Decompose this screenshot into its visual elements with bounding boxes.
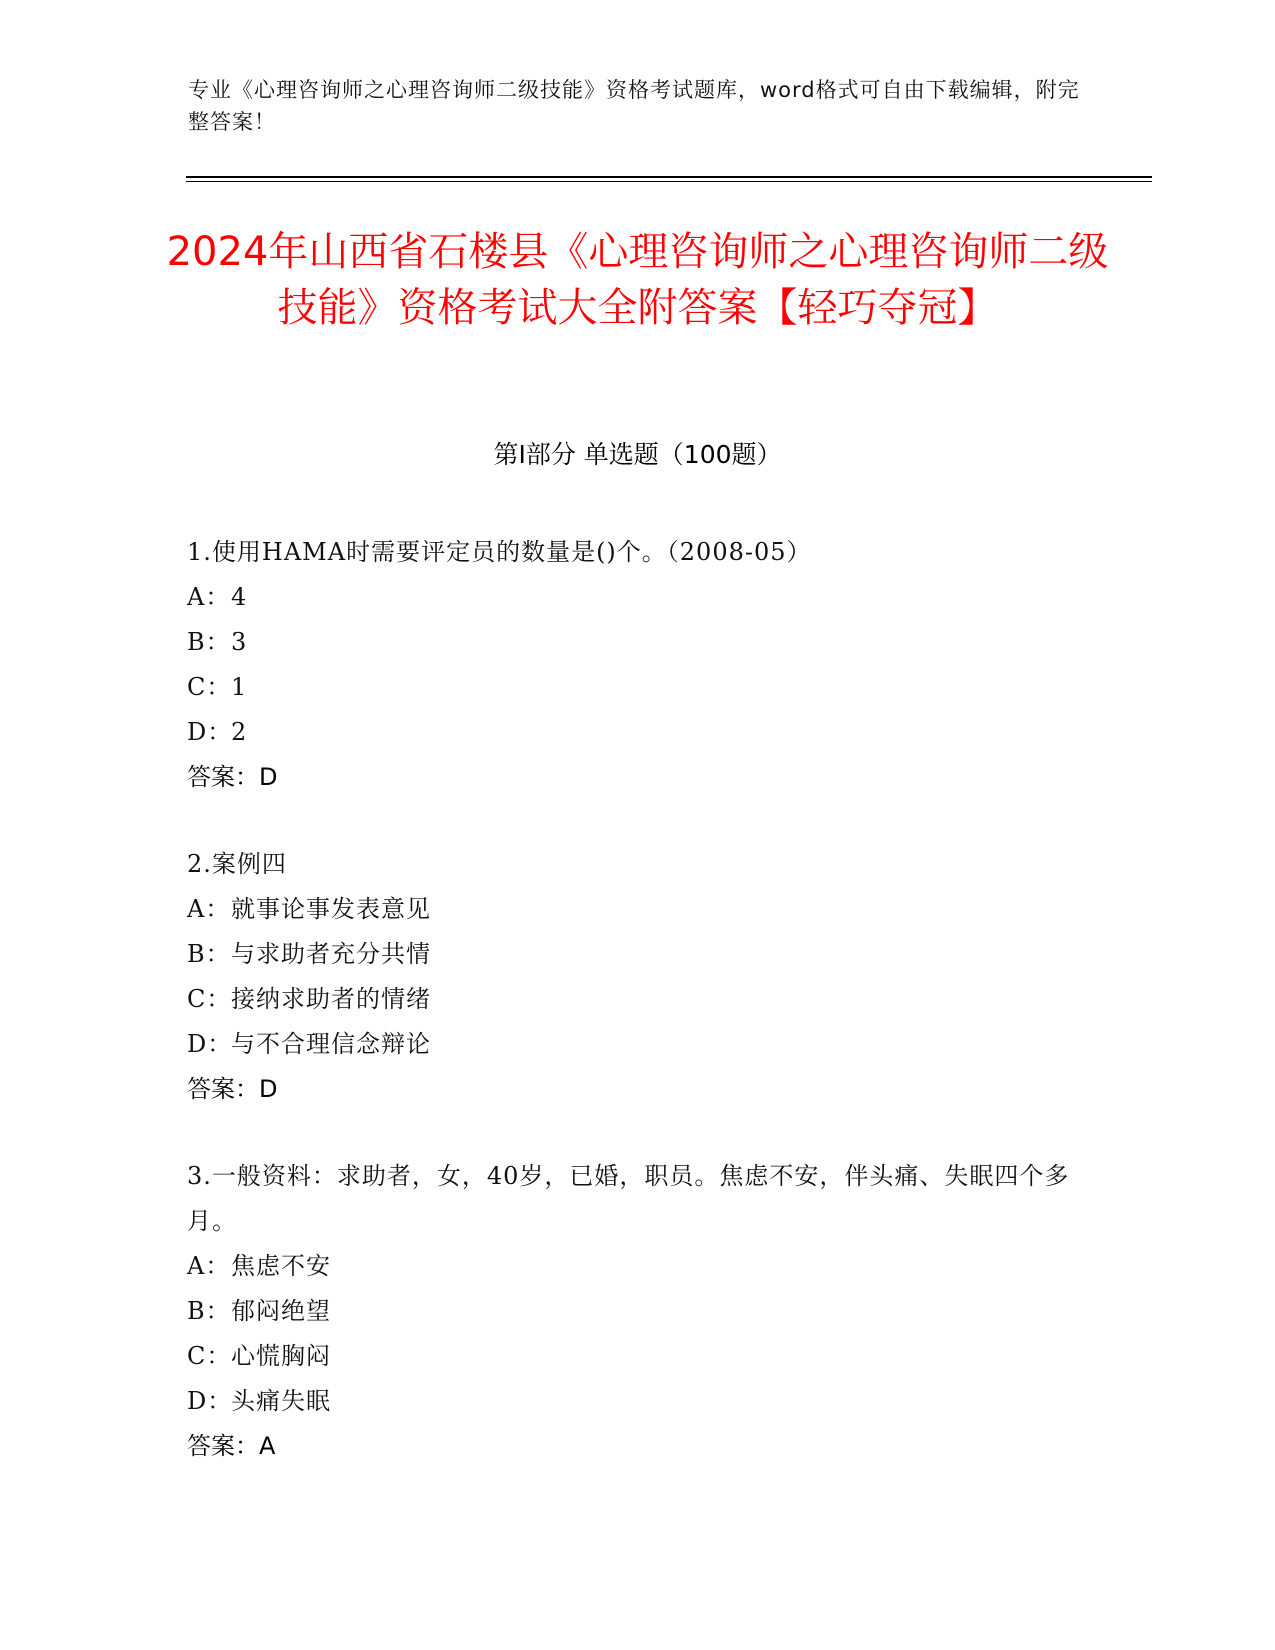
- question-2: [187, 842, 1087, 1112]
- option-d: [187, 1022, 1087, 1067]
- option-text: 2: [231, 718, 248, 746]
- question-3: [187, 1154, 1087, 1469]
- option-key: C：: [187, 985, 232, 1013]
- option-d: [187, 1379, 1087, 1424]
- option-text: 与不合理信念辩论: [231, 1030, 431, 1058]
- question-list: [187, 530, 1087, 1511]
- option-c: [187, 665, 1087, 710]
- option-key: A：: [187, 583, 231, 611]
- option-b: [187, 620, 1087, 665]
- option-key: A：: [187, 1252, 231, 1280]
- option-text: 就事论事发表意见: [231, 895, 431, 923]
- question-1: [187, 530, 1087, 800]
- option-d: [187, 710, 1087, 755]
- option-text: 头痛失眠: [231, 1387, 331, 1415]
- document-title: 2024年山西省石楼县《心理咨询师之心理咨询师二级技能》资格考试大全附答案【轻巧夺冠】: [166, 229, 1109, 331]
- answer: 答案：D: [187, 1075, 278, 1103]
- option-key: B：: [187, 1297, 231, 1325]
- header-divider-thick: [186, 176, 1152, 178]
- option-text: 焦虑不安: [231, 1252, 331, 1280]
- option-key: D：: [187, 1030, 233, 1058]
- option-a: [187, 575, 1087, 620]
- option-a: [187, 887, 1087, 932]
- question-stem: 1.使用HAMA时需要评定员的数量是()个。（2008-05）: [187, 538, 812, 566]
- option-b: [187, 1289, 1087, 1334]
- question-stem: 2.案例四: [187, 850, 287, 878]
- option-key: B：: [187, 628, 231, 656]
- answer: 答案：A: [187, 1432, 276, 1460]
- option-text: 郁闷绝望: [231, 1297, 331, 1325]
- option-key: C：: [187, 673, 232, 701]
- option-b: [187, 932, 1087, 977]
- header-note: 专业《心理咨询师之心理咨询师二级技能》资格考试题库，word格式可自由下载编辑，附完整答案！: [188, 78, 1080, 134]
- option-key: B：: [187, 940, 231, 968]
- option-text: 1: [231, 673, 248, 701]
- option-text: 与求助者充分共情: [231, 940, 431, 968]
- option-key: D：: [187, 1387, 233, 1415]
- option-key: C：: [187, 1342, 232, 1370]
- option-text: 心慌胸闷: [231, 1342, 331, 1370]
- option-a: [187, 1244, 1087, 1289]
- option-key: D：: [187, 718, 233, 746]
- option-c: [187, 1334, 1087, 1379]
- option-text: 3: [231, 628, 248, 656]
- option-key: A：: [187, 895, 231, 923]
- question-stem: 3.一般资料：求助者，女，40岁，已婚，职员。焦虑不安，伴头痛、失眠四个多月。: [187, 1162, 1070, 1235]
- option-text: 接纳求助者的情绪: [231, 985, 431, 1013]
- section-title: 第I部分 单选题（100题）: [493, 440, 782, 469]
- option-text: 4: [231, 583, 248, 611]
- option-c: [187, 977, 1087, 1022]
- header-divider-thin: [186, 181, 1152, 182]
- answer: 答案：D: [187, 763, 278, 791]
